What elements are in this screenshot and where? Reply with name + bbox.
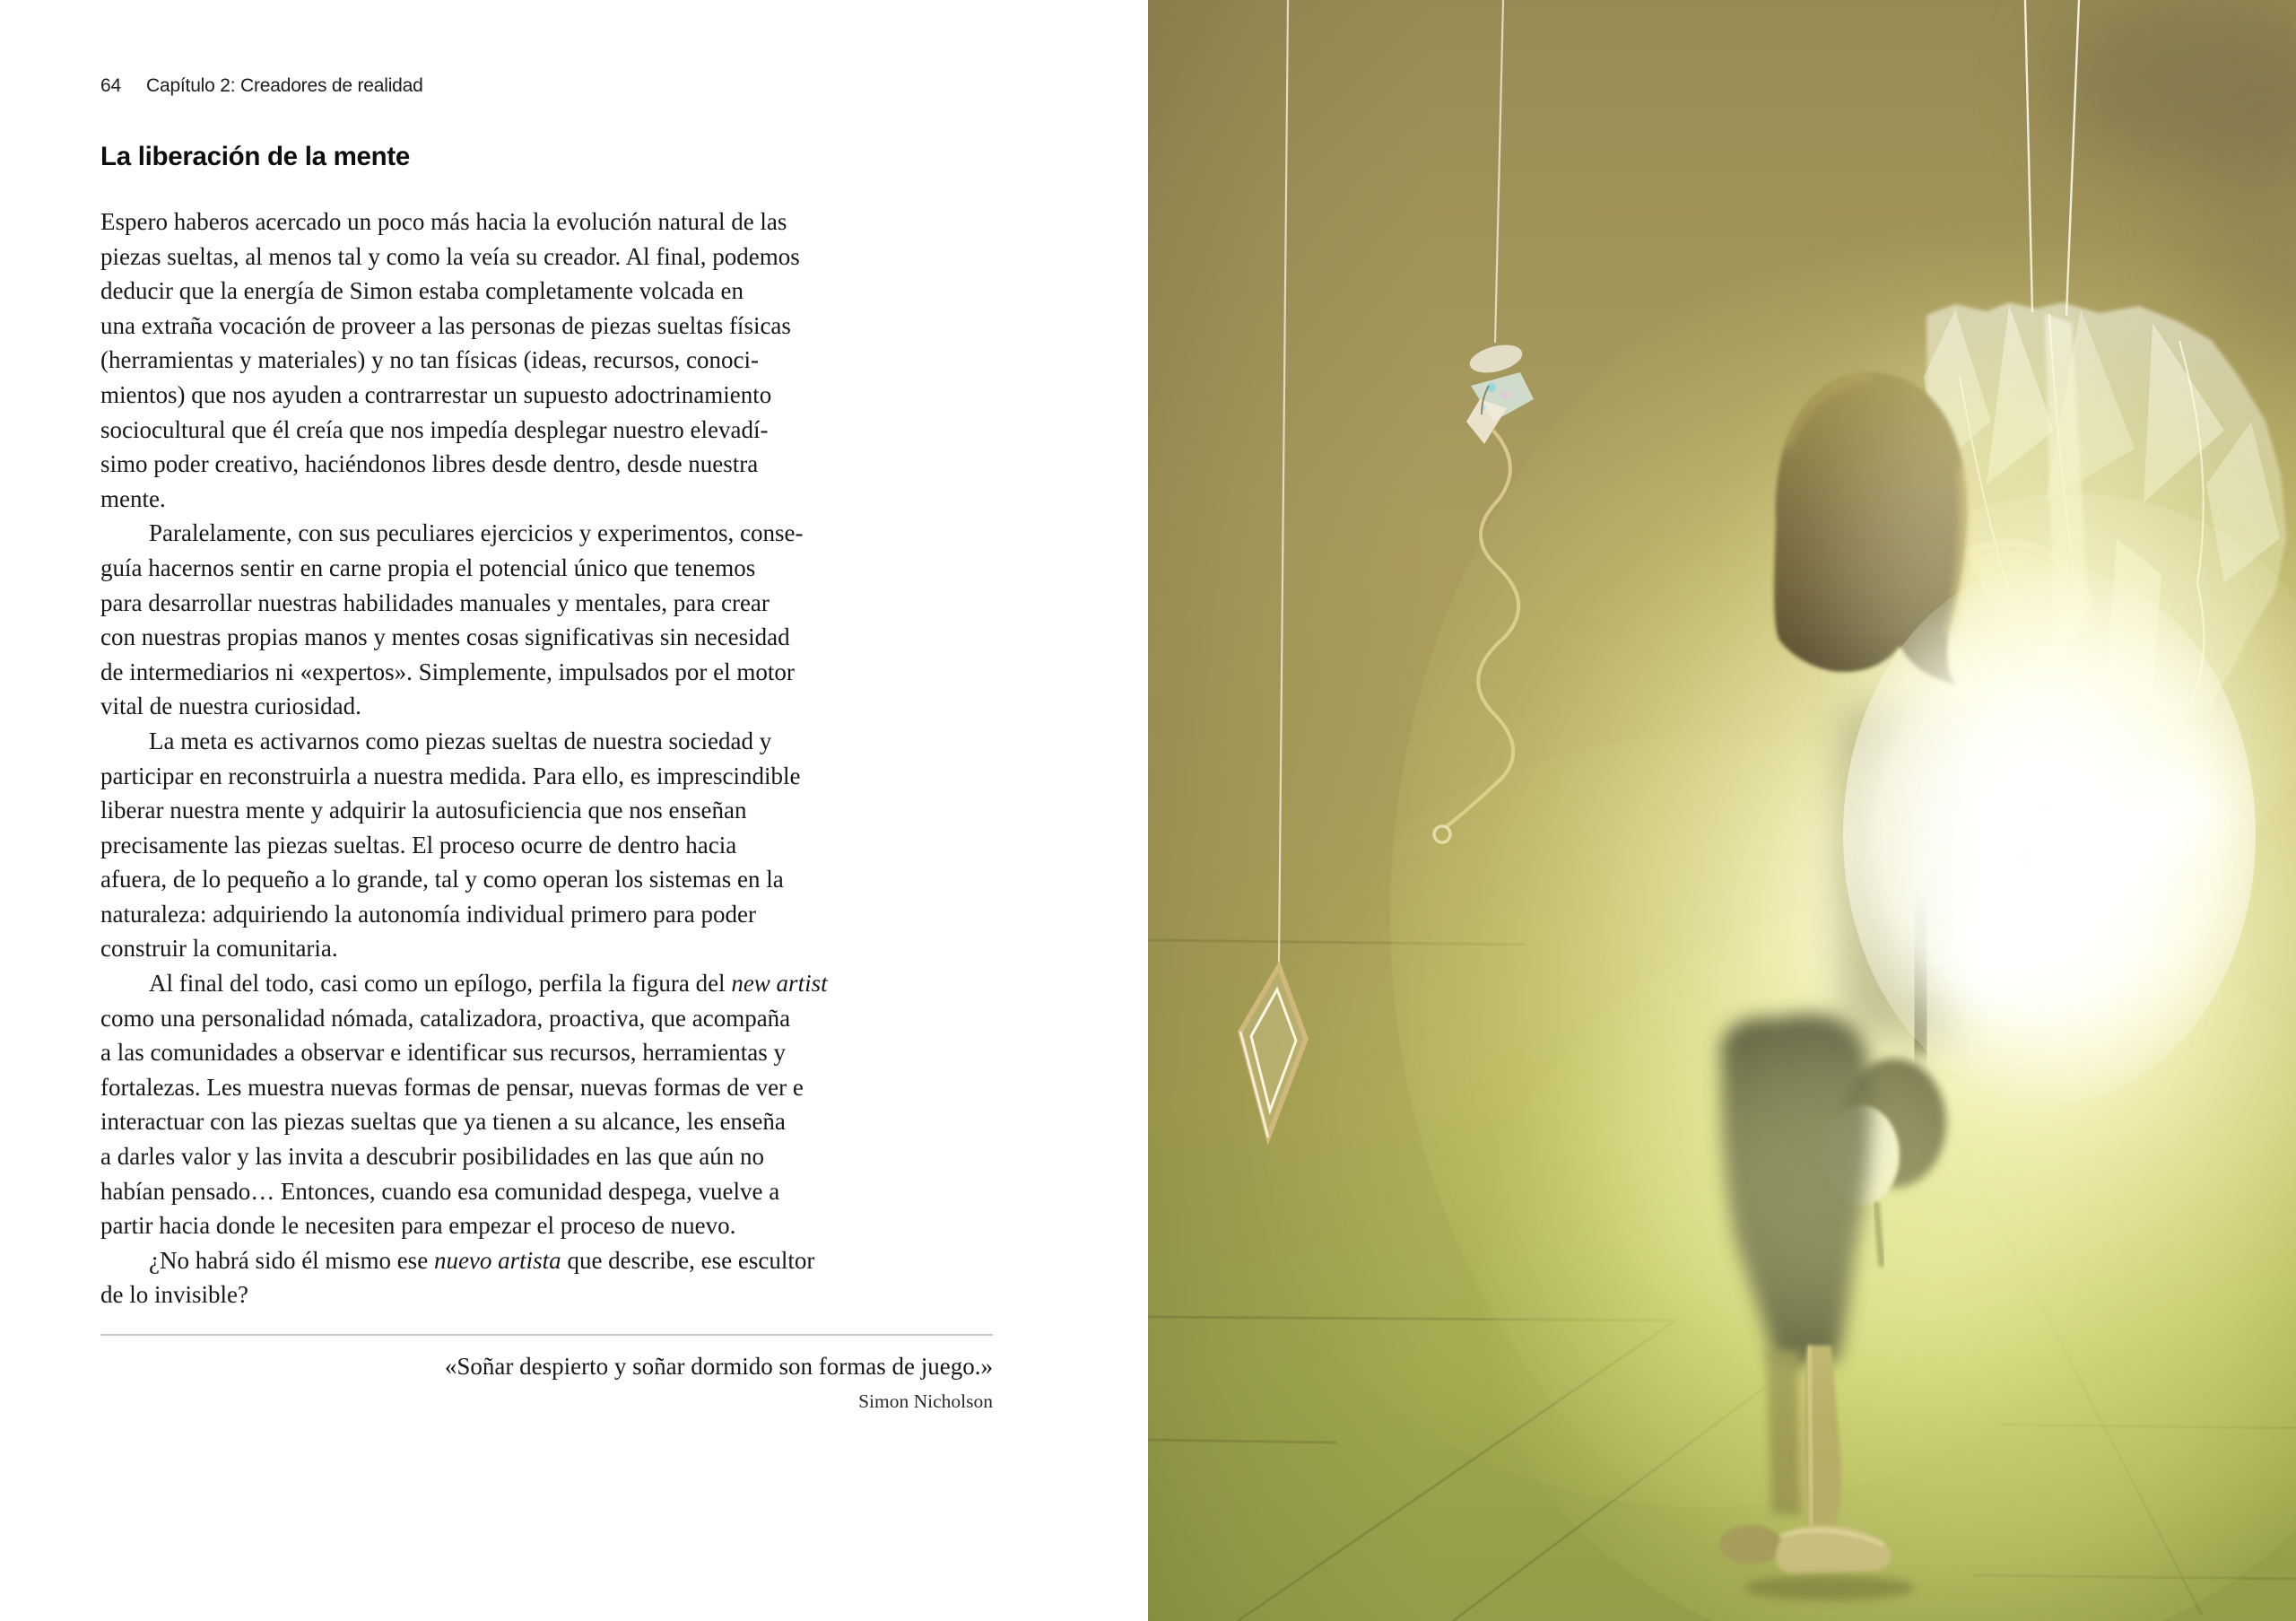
- body-line: guía hacernos sentir en carne propia el potencial único que tenemos: [100, 553, 756, 581]
- body-line: de intermediarios ni «expertos». Simplemente, impulsados por el motor: [100, 658, 795, 685]
- body-line: piezas sueltas, al menos tal y como la veía su creador. Al final, podemos: [100, 242, 800, 270]
- body-line: vital de nuestra curiosidad.: [100, 693, 361, 720]
- body-line: partir hacia donde le necesiten para empezar el proceso de nuevo.: [100, 1212, 736, 1240]
- body-line: para desarrollar nuestras habilidades manuales y mentales, para crear: [100, 588, 770, 616]
- section-title: La liberación de la mente: [100, 142, 410, 171]
- page-number: 64: [100, 75, 121, 96]
- running-head: [100, 75, 423, 97]
- body-line: mientos) que nos ayuden a contrarrestar un supuesto adoctrinamiento: [100, 380, 772, 408]
- body-line: a las comunidades a observar e identificar sus recursos, herramientas y: [100, 1039, 786, 1067]
- body-line: como una personalidad nómada, catalizadora, proactiva, que acompaña: [100, 1004, 791, 1032]
- body-line: mente.: [100, 484, 166, 512]
- body-line: de lo invisible?: [100, 1281, 248, 1309]
- body-line: sociocultural que él creía que nos impedía desplegar nuestro elevadí-: [100, 415, 769, 443]
- body-line: La meta es activarnos como piezas sueltas de nuestra sociedad y: [149, 727, 772, 754]
- body-line: Paralelamente, con sus peculiares ejercicios y experimentos, conse-: [149, 519, 804, 547]
- body-line: naturaleza: adquiriendo la autonomía individual primero para poder: [100, 900, 756, 928]
- body-line: afuera, de lo pequeño a lo grande, tal y como operan los sistemas en la: [100, 866, 784, 893]
- quote-text: «Soñar despierto y soñar dormido son formas de juego.»: [444, 1353, 993, 1380]
- body-line: fortalezas. Les muestra nuevas formas de pensar, nuevas formas de ver e: [100, 1073, 804, 1101]
- photograph: [1148, 0, 2296, 1621]
- quote-attribution: Simon Nicholson: [858, 1390, 993, 1412]
- foot-shadow: [1744, 1575, 1915, 1600]
- body-text: [100, 205, 997, 1312]
- chapter-title: Capítulo 2: Creadores de realidad: [146, 75, 423, 96]
- body-line: interactuar con las piezas sueltas que ya tienen a su alcance, les enseña: [100, 1108, 786, 1136]
- body-line: con nuestras propias manos y mentes cosas significativas sin necesidad: [100, 623, 790, 651]
- photo-page: [1148, 0, 2296, 1621]
- body-line: (herramientas y materiales) y no tan físicas (ideas, recursos, conoci-: [100, 346, 759, 374]
- quote-divider: [100, 1334, 993, 1336]
- body-line: construir la comunitaria.: [100, 935, 338, 963]
- body-line: liberar nuestra mente y adquirir la autosuficiencia que nos enseñan: [100, 797, 747, 824]
- body-line: una extraña vocación de proveer a las personas de piezas sueltas físicas: [100, 311, 791, 339]
- body-line: deducir que la energía de Simon estaba completamente volcada en: [100, 277, 744, 305]
- body-line: habían pensado… Entonces, cuando esa comunidad despega, vuelve a: [100, 1177, 780, 1205]
- body-line: simo poder creativo, haciéndonos libres desde dentro, desde nuestra: [100, 450, 759, 478]
- body-line: Al final del todo, casi como un epílogo, perfila la figura del new artist: [149, 970, 828, 998]
- body-line: participar en reconstruirla a nuestra medida. Para ello, es imprescindible: [100, 762, 801, 789]
- body-line: a darles valor y las invita a descubrir posibilidades en las que aún no: [100, 1143, 765, 1171]
- body-line: ¿No habrá sido él mismo ese nuevo artista que describe, ese escultor: [149, 1246, 815, 1274]
- body-line: Espero haberos acercado un poco más hacia la evolución natural de las: [100, 208, 787, 235]
- quote-block: [100, 1348, 993, 1415]
- body-line: precisamente las piezas sueltas. El proceso ocurre de dentro hacia: [100, 831, 737, 858]
